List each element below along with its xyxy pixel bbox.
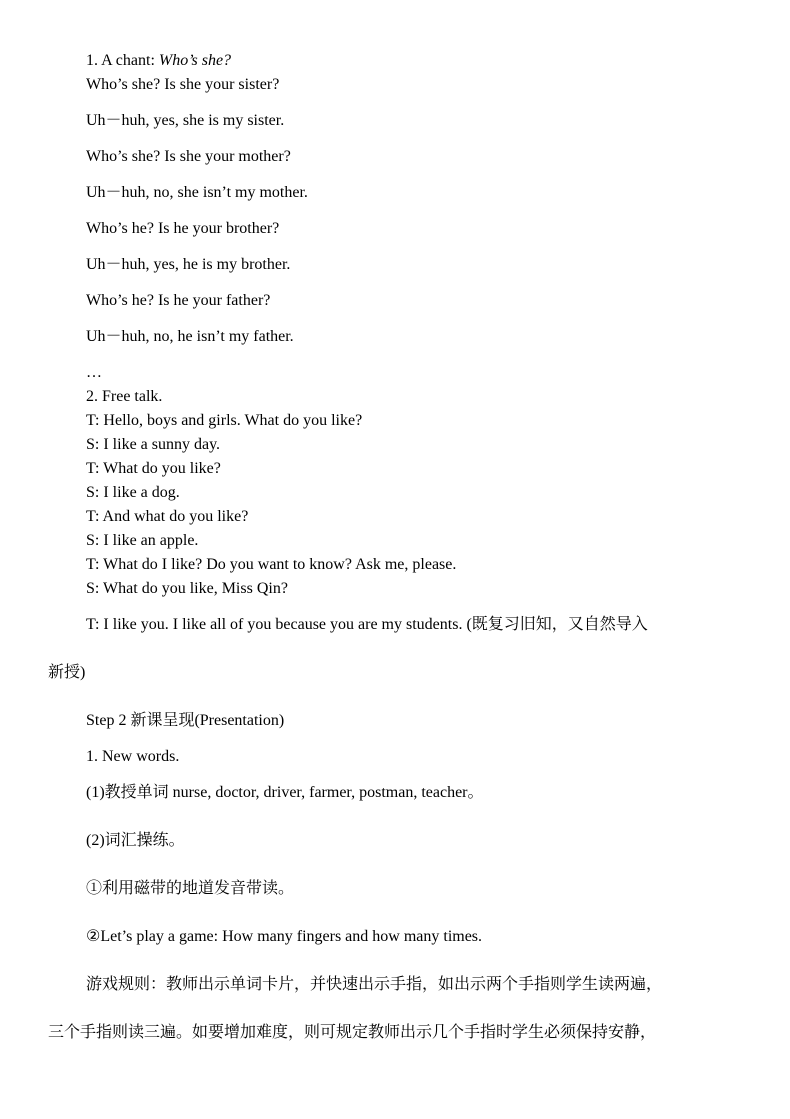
- step2-item-2: (2)词汇操练。: [86, 832, 185, 849]
- dialogue-line-3: T: What do you like?: [86, 460, 221, 477]
- chant-ellipsis: …: [86, 364, 102, 381]
- game-rules-line-2: 三个手指则读三遍。如要增加难度，则可规定教师出示几个手指时学生必须保持安静，: [48, 1024, 657, 1041]
- dialogue-line-6: S: I like an apple.: [86, 532, 199, 549]
- closing-line-1: T: I like you. I like all of you because you are my students. (既复习旧知，又自然导入: [86, 616, 648, 633]
- chant-line-4: Uh－huh, no, she isn’t my mother.: [86, 184, 308, 201]
- chant-heading-prefix: 1. A chant:: [86, 52, 159, 69]
- chant-line-5: Who’s he? Is he your brother?: [86, 220, 280, 237]
- dialogue-line-8: S: What do you like, Miss Qin?: [86, 580, 288, 597]
- dialogue-line-4: S: I like a dog.: [86, 484, 180, 501]
- dialogue-line-1: T: Hello, boys and girls. What do you like?: [86, 412, 363, 429]
- new-words-heading: 1. New words.: [86, 748, 180, 765]
- chant-line-3: Who’s she? Is she your mother?: [86, 148, 291, 165]
- free-talk-heading: 2. Free talk.: [86, 388, 163, 405]
- dialogue-line-2: S: I like a sunny day.: [86, 436, 221, 453]
- dialogue-line-7: T: What do I like? Do you want to know? Ask me, please.: [86, 556, 457, 573]
- chant-line-7: Who’s he? Is he your father?: [86, 292, 271, 309]
- step2-circle-item-1: ①利用磁带的地道发音带读。: [86, 880, 295, 897]
- chant-title: Who’s she?: [158, 52, 232, 69]
- chant-heading: [86, 51, 231, 71]
- game-rules-line-1: 游戏规则：教师出示单词卡片，并快速出示手指，如出示两个手指则学生读两遍，: [86, 976, 663, 993]
- step2-item-1: (1)教授单词 nurse, doctor, driver, farmer, postman, teacher。: [86, 784, 484, 801]
- chant-line-8: Uh－huh, no, he isn’t my father.: [86, 328, 294, 345]
- chant-line-2: Uh－huh, yes, she is my sister.: [86, 112, 285, 129]
- step2-heading: Step 2 新课呈现(Presentation): [86, 712, 285, 729]
- closing-line-2: 新授): [48, 664, 86, 681]
- chant-line-6: Uh－huh, yes, he is my brother.: [86, 256, 291, 273]
- chant-line-1: Who’s she? Is she your sister?: [86, 76, 280, 93]
- step2-circle-item-2: ②Let’s play a game: How many fingers and how many times.: [86, 928, 483, 945]
- dialogue-line-5: T: And what do you like?: [86, 508, 249, 525]
